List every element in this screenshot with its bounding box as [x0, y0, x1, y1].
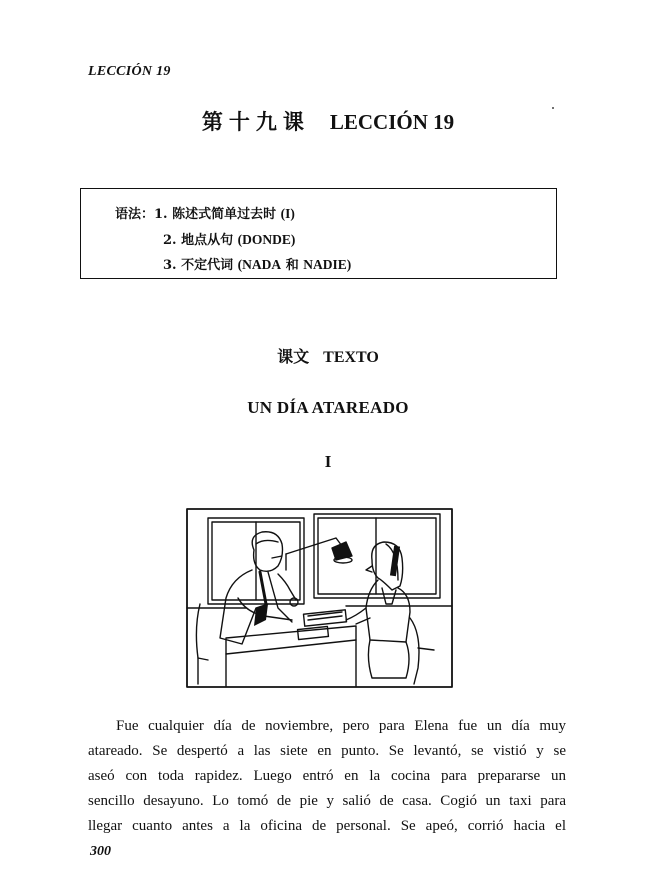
lesson-title-spanish: LECCIÓN 19 — [329, 110, 455, 134]
section-heading-spanish: TEXTO — [323, 349, 379, 366]
grammar-item-conjunction: 和 — [285, 258, 299, 273]
lesson-title — [0, 106, 656, 136]
grammar-item-latin: NADIE) — [303, 257, 352, 272]
body-line: aseó con toda rapidez. Luego entró en la cocina para prepararse un — [88, 768, 566, 784]
body-line: sencillo desayuno. Lo tomó de pie y salió de casa. Cogió un taxi para — [88, 793, 566, 809]
grammar-item-latin: (NADA — [237, 257, 282, 272]
grammar-item-number: 3. — [163, 258, 177, 273]
body-line: llegar cuanto antes a la oficina de personal. Se apeó, corrió hacia el — [88, 818, 566, 834]
print-speck — [552, 107, 554, 109]
body-line: Fue cualquier día de noviembre, pero para Elena fue un día muy — [116, 718, 566, 734]
man-and-woman-at-desk-icon — [186, 508, 453, 688]
grammar-line-3 — [163, 254, 351, 273]
lesson-title-chinese: 第十九课 — [201, 109, 310, 134]
grammar-box — [80, 188, 557, 279]
grammar-label: 语法： — [115, 207, 155, 222]
body-text — [88, 714, 566, 839]
running-head: LECCIÓN 19 — [88, 64, 171, 79]
body-line: atareado. Se despertó a las siete en punto. Se levantó, se vistió y se — [88, 743, 566, 759]
section-heading — [0, 344, 656, 367]
grammar-line-2 — [163, 229, 295, 248]
grammar-item-number: 1. — [154, 207, 168, 222]
grammar-item-topic: 陈述式简单过去时 — [172, 207, 277, 222]
grammar-item-latin: (I) — [280, 206, 295, 221]
part-number: I — [324, 452, 332, 471]
grammar-item-number: 2. — [163, 233, 177, 248]
grammar-line-1 — [115, 203, 295, 222]
section-heading-chinese: 课文 — [277, 347, 310, 366]
grammar-item-latin: (DONDE) — [237, 232, 296, 247]
grammar-item-topic: 不定代词 — [181, 258, 234, 273]
text-title: UN DÍA ATAREADO — [247, 398, 409, 417]
grammar-item-topic: 地点从句 — [181, 233, 234, 248]
page-number: 300 — [90, 844, 111, 859]
